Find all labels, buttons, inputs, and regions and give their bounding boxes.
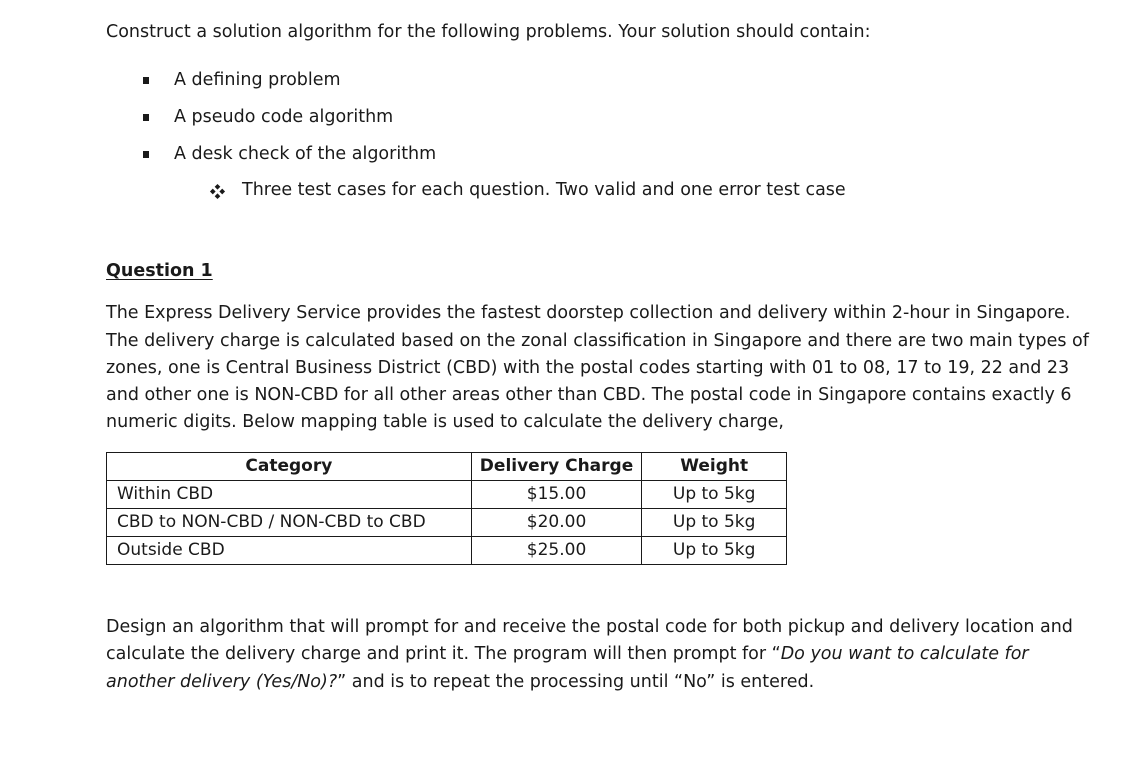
- square-bullet-icon: [143, 77, 149, 84]
- design-prompt-italic: Do you want to calculate for: [780, 644, 1029, 664]
- paragraph-line: zones, one is Central Business District (CBD) with the postal codes starting with 01 to 08, 17 to 19, 22 and 23: [106, 358, 1070, 378]
- charge-cell: $20.00: [471, 509, 642, 537]
- design-prompt-italic: another delivery (Yes/No)?: [106, 672, 338, 692]
- table-header-row: [107, 453, 787, 481]
- column-header-weight: Weight: [642, 453, 787, 481]
- weight-cell: Up to 5kg: [642, 537, 787, 565]
- table-row: [107, 509, 787, 537]
- bullet-item: A pseudo code algorithm: [174, 107, 394, 127]
- paragraph-line: numeric digits. Below mapping table is used to calculate the delivery charge,: [106, 412, 784, 432]
- paragraph-line: The Express Delivery Service provides the fastest doorstep collection and delivery within 2-hour in Singapore.: [106, 303, 1071, 323]
- weight-cell: Up to 5kg: [642, 509, 787, 537]
- design-text: calculate the delivery charge and print it. The program will then prompt for “: [106, 644, 781, 664]
- delivery-charge-table: [106, 452, 787, 565]
- four-diamond-bullet-icon: [209, 183, 226, 200]
- intro-line: Construct a solution algorithm for the following problems. Your solution should contain:: [106, 22, 871, 42]
- sub-bullet-item: Three test cases for each question. Two valid and one error test case: [242, 180, 846, 200]
- table-row: [107, 481, 787, 509]
- column-header-delivery-charge: Delivery Charge: [471, 453, 642, 481]
- table-row: [107, 537, 787, 565]
- question-heading: Question 1: [106, 261, 213, 281]
- category-cell: Within CBD: [107, 481, 472, 509]
- charge-cell: $25.00: [471, 537, 642, 565]
- column-header-category: Category: [107, 453, 472, 481]
- bullet-item: A defining problem: [174, 70, 341, 90]
- category-cell: Outside CBD: [107, 537, 472, 565]
- design-line: [106, 644, 1029, 664]
- category-cell: CBD to NON-CBD / NON-CBD to CBD: [107, 509, 472, 537]
- paragraph-line: and other one is NON-CBD for all other areas other than CBD. The postal code in Singapore contains exactly 6: [106, 385, 1072, 405]
- paragraph-line: The delivery charge is calculated based on the zonal classification in Singapore and there are two main types of: [106, 331, 1089, 351]
- weight-cell: Up to 5kg: [642, 481, 787, 509]
- square-bullet-icon: [143, 114, 149, 121]
- charge-cell: $15.00: [471, 481, 642, 509]
- bullet-item: A desk check of the algorithm: [174, 144, 437, 164]
- square-bullet-icon: [143, 151, 149, 158]
- design-text: ” and is to repeat the processing until “No” is entered.: [337, 672, 815, 692]
- design-line: Design an algorithm that will prompt for and receive the postal code for both pickup and delivery location and: [106, 617, 1073, 637]
- design-line: [106, 672, 814, 692]
